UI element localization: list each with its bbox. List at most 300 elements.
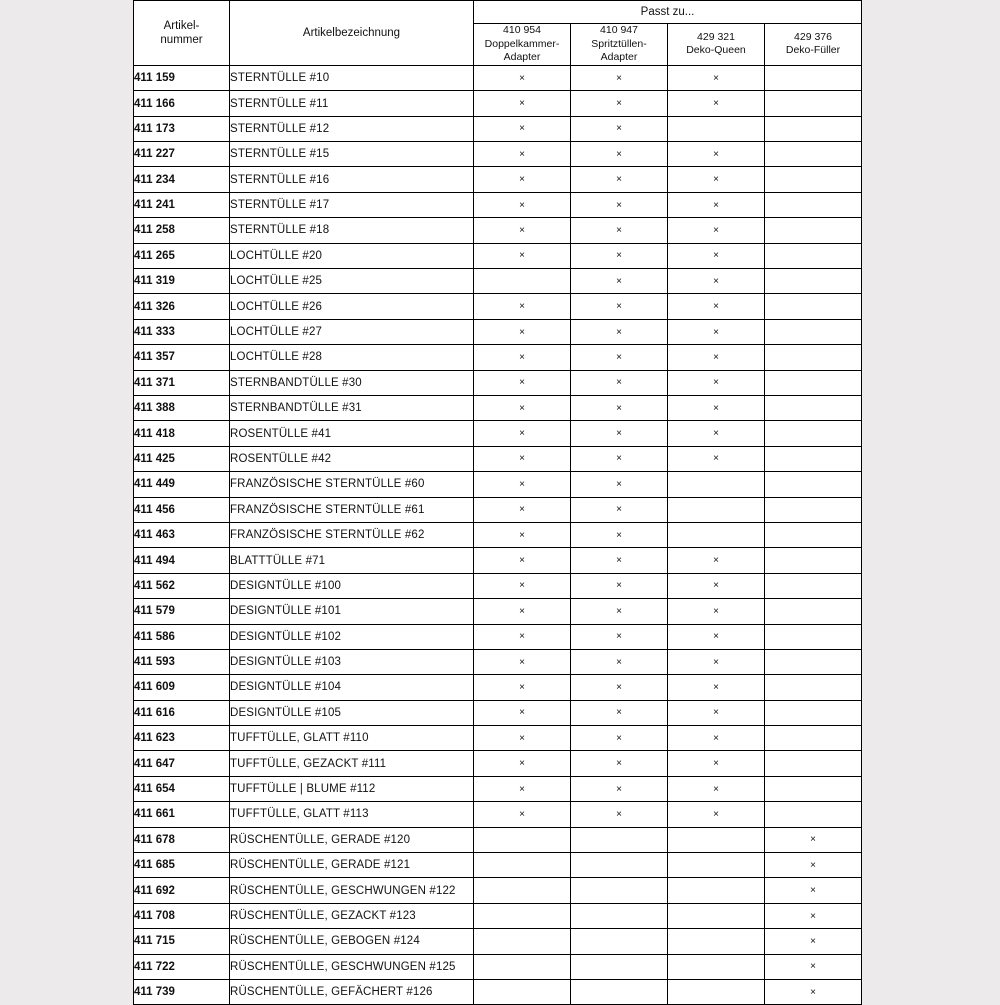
table-header — [134, 1, 862, 66]
table-row — [134, 319, 862, 344]
cell-fit-empty — [474, 269, 571, 294]
cell-fit-empty — [765, 497, 862, 522]
cell-fit-yes — [571, 522, 668, 547]
table-row — [134, 421, 862, 446]
cell-article-description: TUFFTÜLLE, GLATT #110 — [230, 726, 474, 751]
cell-fit-yes — [571, 599, 668, 624]
cell-fit-yes — [474, 294, 571, 319]
cell-fit-yes — [765, 827, 862, 852]
cross-icon: × — [616, 174, 622, 186]
cell-fit-yes — [474, 345, 571, 370]
cell-fit-empty — [668, 827, 765, 852]
table-row — [134, 65, 862, 90]
cross-icon: × — [616, 98, 622, 109]
cell-fit-empty — [668, 903, 765, 928]
cross-icon: × — [519, 808, 525, 820]
cell-fit-yes — [474, 218, 571, 243]
cell-fit-yes — [571, 167, 668, 192]
table-row — [134, 599, 862, 624]
cell-fit-yes — [571, 802, 668, 827]
cell-fit-yes — [668, 142, 765, 167]
cell-article-description: DESIGNTÜLLE #100 — [230, 573, 474, 598]
cell-article-description: STERNTÜLLE #10 — [230, 65, 474, 90]
table-row — [134, 370, 862, 395]
cell-fit-yes — [571, 726, 668, 751]
cross-icon: × — [519, 656, 525, 668]
cell-fit-empty — [474, 853, 571, 878]
cell-fit-empty — [668, 497, 765, 522]
cell-article-number: 411 333 — [134, 319, 230, 344]
cell-fit-empty — [668, 929, 765, 954]
table-row — [134, 167, 862, 192]
cross-icon: × — [810, 935, 816, 947]
header-fit-number-2: 429 321 — [697, 30, 735, 43]
cell-article-number: 411 722 — [134, 954, 230, 979]
cell-fit-yes — [474, 751, 571, 776]
cross-icon: × — [616, 555, 622, 567]
cross-icon: × — [713, 98, 719, 109]
cell-fit-yes — [668, 192, 765, 217]
cross-icon: × — [713, 250, 719, 262]
cross-icon: × — [616, 72, 622, 84]
header-fit-name-0-line1: Doppelkammer- — [484, 37, 560, 50]
cell-fit-empty — [765, 802, 862, 827]
cross-icon: × — [616, 326, 622, 338]
cell-fit-yes — [571, 421, 668, 446]
table-row — [134, 573, 862, 598]
cross-icon: × — [616, 428, 622, 440]
cell-article-description: TUFFTÜLLE | BLUME #112 — [230, 776, 474, 801]
cell-article-description: DESIGNTÜLLE #105 — [230, 700, 474, 725]
cross-icon: × — [616, 199, 622, 211]
cell-fit-yes — [668, 91, 765, 116]
cross-icon: × — [616, 631, 622, 643]
cell-fit-yes — [474, 776, 571, 801]
cell-fit-empty — [474, 827, 571, 852]
cell-fit-yes — [474, 91, 571, 116]
cell-fit-empty — [765, 218, 862, 243]
cell-article-description: STERNBANDTÜLLE #30 — [230, 370, 474, 395]
cross-icon: × — [713, 555, 719, 567]
cross-icon: × — [519, 72, 525, 84]
cell-fit-empty — [668, 878, 765, 903]
cell-fit-yes — [571, 294, 668, 319]
cell-fit-yes — [474, 396, 571, 421]
cell-article-number: 411 241 — [134, 192, 230, 217]
cell-article-number: 411 166 — [134, 91, 230, 116]
cross-icon: × — [519, 224, 525, 236]
cell-fit-empty — [765, 243, 862, 268]
cell-article-number: 411 593 — [134, 649, 230, 674]
cell-fit-yes — [765, 853, 862, 878]
header-fit-name-0-line2: Adapter — [503, 51, 541, 64]
cell-fit-yes — [571, 700, 668, 725]
cell-article-number: 411 159 — [134, 65, 230, 90]
cell-fit-yes — [668, 751, 765, 776]
cross-icon: × — [519, 529, 525, 541]
cell-fit-yes — [571, 65, 668, 90]
cross-icon: × — [713, 732, 719, 744]
cell-fit-yes — [668, 700, 765, 725]
cell-fit-yes — [571, 675, 668, 700]
cross-icon: × — [616, 605, 622, 617]
cell-article-description: ROSENTÜLLE #42 — [230, 446, 474, 471]
cell-fit-empty — [765, 142, 862, 167]
cell-article-number: 411 227 — [134, 142, 230, 167]
header-fit-name-2-line1: Deko-Queen — [686, 44, 746, 57]
header-fit-column-0 — [474, 24, 571, 66]
cross-icon: × — [810, 834, 816, 846]
cell-fit-yes — [474, 522, 571, 547]
cell-fit-yes — [668, 65, 765, 90]
cell-fit-yes — [571, 218, 668, 243]
cell-fit-yes — [474, 370, 571, 395]
table-row — [134, 827, 862, 852]
cross-icon: × — [713, 148, 719, 160]
cell-fit-empty — [571, 853, 668, 878]
cross-icon: × — [616, 580, 622, 592]
cell-fit-yes — [474, 726, 571, 751]
cell-fit-empty — [668, 853, 765, 878]
cell-fit-yes — [474, 167, 571, 192]
header-fit-name-1-line1: Spritztüllen- — [591, 37, 647, 50]
table-row — [134, 649, 862, 674]
cell-article-number: 411 685 — [134, 853, 230, 878]
cross-icon: × — [713, 453, 719, 465]
cell-fit-yes — [474, 802, 571, 827]
table-row — [134, 929, 862, 954]
header-article-description: Artikelbezeichnung — [230, 1, 474, 66]
cell-fit-yes — [571, 396, 668, 421]
cross-icon: × — [810, 859, 816, 871]
cell-fit-yes — [474, 675, 571, 700]
cell-fit-empty — [765, 573, 862, 598]
cell-fit-empty — [474, 878, 571, 903]
cell-fit-yes — [668, 446, 765, 471]
cell-fit-empty — [571, 979, 668, 1004]
cell-article-number: 411 463 — [134, 522, 230, 547]
cell-fit-empty — [765, 192, 862, 217]
cell-article-description: DESIGNTÜLLE #104 — [230, 675, 474, 700]
cell-article-number: 411 623 — [134, 726, 230, 751]
cell-fit-yes — [474, 421, 571, 446]
cell-fit-yes — [474, 624, 571, 649]
cross-icon: × — [713, 224, 719, 236]
cell-fit-yes — [474, 65, 571, 90]
cross-icon: × — [810, 986, 816, 998]
cross-icon: × — [616, 681, 622, 693]
table-row — [134, 345, 862, 370]
header-fits-with-group: Passt zu... — [474, 1, 862, 24]
cell-fit-empty — [571, 827, 668, 852]
cell-fit-yes — [571, 116, 668, 141]
cross-icon: × — [713, 656, 719, 668]
cell-fit-yes — [571, 192, 668, 217]
cell-fit-yes — [474, 142, 571, 167]
cell-fit-empty — [668, 979, 765, 1004]
header-fit-column-1 — [571, 24, 668, 66]
cross-icon: × — [713, 580, 719, 592]
table-row — [134, 776, 862, 801]
cell-article-number: 411 173 — [134, 116, 230, 141]
cross-icon: × — [519, 681, 525, 693]
header-fit-name-1-line2: Adapter — [600, 51, 638, 64]
cell-article-description: DESIGNTÜLLE #102 — [230, 624, 474, 649]
cell-article-number: 411 692 — [134, 878, 230, 903]
cell-article-number: 411 456 — [134, 497, 230, 522]
cross-icon: × — [519, 478, 525, 490]
header-fit-number-3: 429 376 — [794, 30, 832, 43]
cross-icon: × — [616, 301, 622, 313]
table-row — [134, 192, 862, 217]
table-row — [134, 116, 862, 141]
cell-fit-yes — [668, 726, 765, 751]
header-fit-column-2 — [668, 24, 765, 66]
table-row — [134, 269, 862, 294]
cell-fit-yes — [668, 294, 765, 319]
cell-fit-yes — [765, 954, 862, 979]
cross-icon: × — [713, 72, 719, 84]
cross-icon: × — [616, 351, 622, 363]
cell-fit-yes — [474, 472, 571, 497]
cell-article-number: 411 357 — [134, 345, 230, 370]
cell-fit-yes — [571, 497, 668, 522]
cell-fit-yes — [474, 243, 571, 268]
table-row — [134, 548, 862, 573]
table-row — [134, 675, 862, 700]
cross-icon: × — [810, 910, 816, 922]
cross-icon: × — [519, 605, 525, 617]
cell-article-number: 411 425 — [134, 446, 230, 471]
cell-fit-empty — [765, 472, 862, 497]
cell-article-number: 411 326 — [134, 294, 230, 319]
table-row — [134, 446, 862, 471]
cell-fit-yes — [571, 573, 668, 598]
cell-fit-empty — [765, 751, 862, 776]
table-row — [134, 91, 862, 116]
table-row — [134, 954, 862, 979]
cross-icon: × — [713, 808, 719, 820]
table-row — [134, 853, 862, 878]
cross-icon: × — [616, 758, 622, 770]
cell-article-number: 411 647 — [134, 751, 230, 776]
cross-icon: × — [519, 402, 525, 414]
cell-fit-yes — [571, 548, 668, 573]
cross-icon: × — [713, 758, 719, 770]
cross-icon: × — [519, 123, 525, 135]
cell-article-description: FRANZÖSISCHE STERNTÜLLE #62 — [230, 522, 474, 547]
cross-icon: × — [616, 529, 622, 541]
cross-icon: × — [616, 275, 622, 287]
cell-fit-yes — [474, 649, 571, 674]
cell-article-number: 411 661 — [134, 802, 230, 827]
cell-fit-empty — [668, 116, 765, 141]
cell-article-number: 411 371 — [134, 370, 230, 395]
cell-fit-yes — [765, 929, 862, 954]
cell-fit-yes — [474, 446, 571, 471]
cross-icon: × — [616, 732, 622, 744]
cell-fit-empty — [571, 929, 668, 954]
cell-fit-yes — [668, 421, 765, 446]
cross-icon: × — [519, 580, 525, 592]
cell-fit-empty — [765, 522, 862, 547]
cell-fit-yes — [571, 472, 668, 497]
cross-icon: × — [616, 656, 622, 668]
cross-icon: × — [713, 351, 719, 363]
cell-article-description: LOCHTÜLLE #27 — [230, 319, 474, 344]
cell-fit-empty — [474, 903, 571, 928]
cell-article-description: STERNTÜLLE #18 — [230, 218, 474, 243]
cell-fit-yes — [668, 624, 765, 649]
table-row — [134, 142, 862, 167]
header-article-number — [134, 1, 230, 66]
cell-article-number: 411 562 — [134, 573, 230, 598]
table-row — [134, 218, 862, 243]
cell-article-number: 411 418 — [134, 421, 230, 446]
cross-icon: × — [616, 148, 622, 160]
cell-article-description: DESIGNTÜLLE #101 — [230, 599, 474, 624]
cell-article-number: 411 609 — [134, 675, 230, 700]
cell-fit-empty — [765, 396, 862, 421]
cell-article-description: DESIGNTÜLLE #103 — [230, 649, 474, 674]
cell-article-description: STERNTÜLLE #16 — [230, 167, 474, 192]
table-row — [134, 979, 862, 1004]
cell-fit-empty — [571, 878, 668, 903]
cell-fit-yes — [668, 167, 765, 192]
header-article-number-line2: nummer — [160, 33, 203, 46]
cell-fit-yes — [571, 269, 668, 294]
cell-fit-yes — [668, 218, 765, 243]
cell-article-description: STERNTÜLLE #17 — [230, 192, 474, 217]
cross-icon: × — [616, 377, 622, 389]
cross-icon: × — [810, 961, 816, 973]
cross-icon: × — [519, 98, 525, 109]
cell-fit-yes — [571, 142, 668, 167]
cell-fit-yes — [474, 192, 571, 217]
cross-icon: × — [519, 783, 525, 795]
cross-icon: × — [810, 885, 816, 897]
cell-fit-yes — [474, 573, 571, 598]
cell-article-description: STERNTÜLLE #11 — [230, 91, 474, 116]
table-row — [134, 700, 862, 725]
cross-icon: × — [616, 783, 622, 795]
cross-icon: × — [519, 707, 525, 719]
cell-fit-yes — [474, 319, 571, 344]
cell-fit-yes — [765, 878, 862, 903]
cell-article-description: RÜSCHENTÜLLE, GEFÄCHERT #126 — [230, 979, 474, 1004]
cell-article-description: LOCHTÜLLE #26 — [230, 294, 474, 319]
header-fit-column-3 — [765, 24, 862, 66]
cross-icon: × — [519, 377, 525, 389]
cell-fit-empty — [765, 726, 862, 751]
cell-fit-empty — [765, 319, 862, 344]
cell-fit-empty — [765, 649, 862, 674]
cell-fit-yes — [668, 802, 765, 827]
cross-icon: × — [519, 351, 525, 363]
cell-article-number: 411 654 — [134, 776, 230, 801]
cell-article-number: 411 258 — [134, 218, 230, 243]
cell-article-description: RÜSCHENTÜLLE, GEBOGEN #124 — [230, 929, 474, 954]
cross-icon: × — [616, 478, 622, 490]
cell-fit-yes — [474, 599, 571, 624]
cross-icon: × — [713, 275, 719, 287]
cell-fit-empty — [765, 294, 862, 319]
table-body — [134, 65, 862, 1004]
table-row — [134, 396, 862, 421]
cell-article-description: STERNTÜLLE #15 — [230, 142, 474, 167]
cell-fit-empty — [765, 421, 862, 446]
cross-icon: × — [713, 301, 719, 313]
cell-article-number: 411 449 — [134, 472, 230, 497]
cell-article-number: 411 715 — [134, 929, 230, 954]
cell-fit-yes — [571, 446, 668, 471]
cell-article-number: 411 708 — [134, 903, 230, 928]
cross-icon: × — [616, 504, 622, 516]
header-article-number-line1: Artikel- — [163, 19, 200, 32]
cell-article-number: 411 265 — [134, 243, 230, 268]
header-fit-name-3-line1: Deko-Füller — [785, 44, 841, 57]
document-page — [133, 0, 862, 1005]
cell-fit-empty — [571, 903, 668, 928]
cross-icon: × — [713, 681, 719, 693]
cell-fit-yes — [668, 319, 765, 344]
cell-fit-empty — [765, 370, 862, 395]
cell-article-description: TUFFTÜLLE, GLATT #113 — [230, 802, 474, 827]
cell-fit-yes — [668, 573, 765, 598]
cell-article-description: RÜSCHENTÜLLE, GESCHWUNGEN #122 — [230, 878, 474, 903]
cell-fit-yes — [571, 751, 668, 776]
cell-fit-yes — [474, 548, 571, 573]
cell-article-description: ROSENTÜLLE #41 — [230, 421, 474, 446]
cell-fit-yes — [571, 776, 668, 801]
cell-fit-empty — [765, 345, 862, 370]
cell-fit-empty — [765, 91, 862, 116]
cross-icon: × — [616, 808, 622, 820]
table-row — [134, 294, 862, 319]
cross-icon: × — [616, 250, 622, 262]
cross-icon: × — [519, 453, 525, 465]
cell-fit-yes — [765, 979, 862, 1004]
cell-fit-yes — [571, 624, 668, 649]
cell-article-number: 411 586 — [134, 624, 230, 649]
cell-article-description: RÜSCHENTÜLLE, GEZACKT #123 — [230, 903, 474, 928]
table-row — [134, 726, 862, 751]
cell-article-description: BLATTTÜLLE #71 — [230, 548, 474, 573]
cross-icon: × — [519, 174, 525, 186]
cell-article-description: STERNTÜLLE #12 — [230, 116, 474, 141]
cross-icon: × — [519, 148, 525, 160]
cross-icon: × — [713, 377, 719, 389]
cross-icon: × — [519, 631, 525, 643]
cell-fit-empty — [765, 167, 862, 192]
cell-article-number: 411 494 — [134, 548, 230, 573]
cross-icon: × — [519, 199, 525, 211]
cross-icon: × — [713, 631, 719, 643]
cross-icon: × — [519, 301, 525, 313]
cell-fit-yes — [668, 396, 765, 421]
cell-article-description: LOCHTÜLLE #20 — [230, 243, 474, 268]
cross-icon: × — [616, 707, 622, 719]
header-fit-number-0: 410 954 — [503, 24, 541, 36]
cell-fit-empty — [474, 979, 571, 1004]
cell-article-number: 411 739 — [134, 979, 230, 1004]
cell-fit-yes — [571, 319, 668, 344]
cross-icon: × — [519, 758, 525, 770]
cell-fit-empty — [765, 776, 862, 801]
cell-article-number: 411 319 — [134, 269, 230, 294]
cell-article-description: RÜSCHENTÜLLE, GESCHWUNGEN #125 — [230, 954, 474, 979]
cell-fit-yes — [668, 269, 765, 294]
